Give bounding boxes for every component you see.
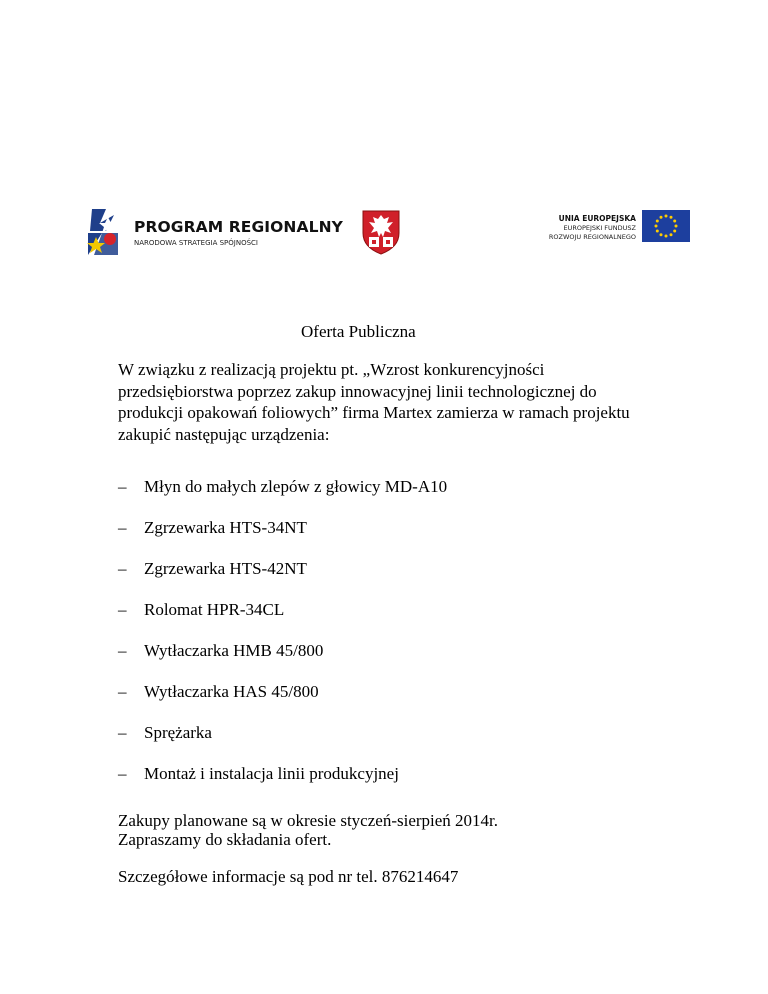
bullet-dash: –	[118, 641, 127, 660]
equipment-list	[118, 476, 447, 804]
eu-line-3: ROZWOJU REGIONALNEGO	[548, 232, 636, 241]
bullet-dash: –	[118, 600, 127, 619]
list-item-text: Zgrzewarka HTS-42NT	[144, 559, 307, 578]
intro-line: zakupić następując urządzenia:	[118, 424, 330, 444]
eu-flag-icon	[642, 210, 690, 242]
coat-of-arms-logo	[361, 209, 401, 260]
bullet-dash: –	[118, 764, 127, 783]
contact-line: Szczegółowe informacje są pod nr tel. 876214647	[118, 867, 459, 886]
intro-line: W związku z realizacją projektu pt. „Wzrost konkurencyjności	[118, 360, 545, 379]
list-item-text: Sprężarka	[144, 723, 212, 742]
coat-of-arms-icon	[361, 209, 401, 255]
list-item	[118, 640, 447, 661]
list-item	[118, 599, 447, 620]
list-item-text: Rolomat HPR-34CL	[144, 600, 285, 619]
program-title: PROGRAM REGIONALNY	[134, 218, 343, 236]
eu-line-1: UNIA EUROPEJSKA	[558, 214, 636, 223]
document-title: Oferta Publiczna	[301, 322, 416, 341]
list-item-text: Wytłaczarka HAS 45/800	[144, 682, 319, 701]
eu-line-2: EUROPEJSKI FUNDUSZ	[563, 224, 636, 232]
program-regionalny-logo	[84, 203, 343, 259]
plan-line: Zakupy planowane są w okresie styczeń-sierpień 2014r.	[118, 811, 499, 830]
intro-line: produkcji opakowań foliowych” firma Martex zamierza w ramach projektu	[118, 403, 630, 422]
invite-line: Zapraszamy do składania ofert.	[118, 830, 332, 849]
bullet-dash: –	[118, 559, 127, 578]
list-item-text: Młyn do małych zlepów z głowicy MD-A10	[144, 477, 448, 496]
logo-band	[0, 195, 768, 265]
plan-paragraph	[118, 811, 498, 849]
list-item	[118, 722, 447, 743]
eu-logo	[540, 210, 690, 250]
list-item	[118, 558, 447, 579]
bullet-dash: –	[118, 518, 127, 537]
bullet-dash: –	[118, 682, 127, 701]
list-item	[118, 681, 447, 702]
program-regionalny-emblem	[84, 203, 130, 259]
eu-text-block	[549, 214, 636, 241]
list-item	[118, 763, 447, 784]
bullet-dash: –	[118, 723, 127, 742]
program-subtitle: NARODOWA STRATEGIA SPÓJNOŚCI	[134, 239, 258, 247]
list-item-text: Zgrzewarka HTS-34NT	[144, 518, 307, 537]
bullet-dash: –	[118, 477, 127, 496]
list-item-text: Montaż i instalacja linii produkcyjnej	[144, 764, 399, 783]
list-item-text: Wytłaczarka HMB 45/800	[144, 641, 324, 660]
list-item	[118, 476, 447, 497]
list-item	[118, 517, 447, 538]
intro-paragraph	[118, 359, 698, 445]
intro-line: przedsiębiorstwa poprzez zakup innowacyjnej linii technologicznej do	[118, 381, 597, 401]
